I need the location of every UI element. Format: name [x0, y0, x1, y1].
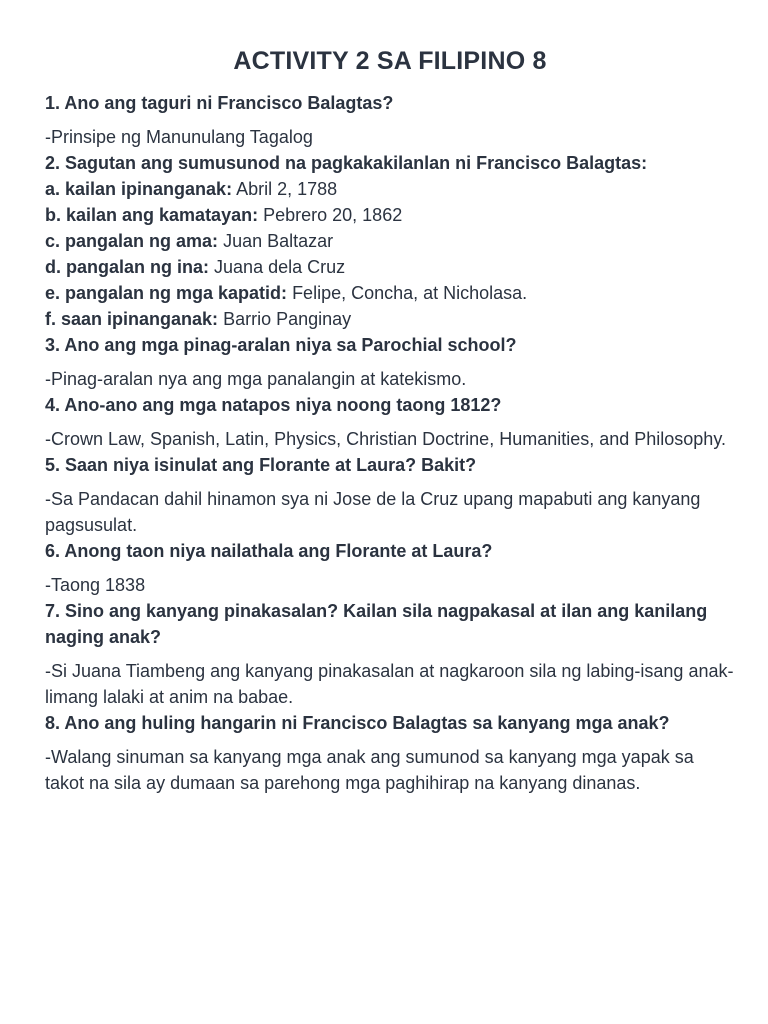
- identity-label-b: b. kailan ang kamatayan:: [45, 205, 259, 225]
- identity-value-e: Felipe, Concha, at Nicholasa.: [292, 283, 528, 303]
- identity-value-d: Juana dela Cruz: [214, 257, 346, 277]
- identity-label-e: e. pangalan ng mga kapatid:: [45, 283, 288, 303]
- document-title: ACTIVITY 2 SA FILIPINO 8: [233, 47, 547, 75]
- answer-6: -Taong 1838: [45, 575, 146, 595]
- answer-3: -Pinag-aralan nya ang mga panalangin at katekismo.: [45, 369, 467, 389]
- identity-label-c: c. pangalan ng ama:: [45, 231, 219, 251]
- identity-item-b: [45, 202, 735, 228]
- document-page: [45, 47, 735, 796]
- identity-label-f: f. saan ipinanganak:: [45, 309, 219, 329]
- identity-item-e: [45, 280, 735, 306]
- question-3: 3. Ano ang mga pinag-aralan niya sa Parochial school?: [45, 335, 517, 355]
- question-2: 2. Sagutan ang sumusunod na pagkakakilanlan ni Francisco Balagtas:: [45, 153, 648, 173]
- question-1: 1. Ano ang taguri ni Francisco Balagtas?: [45, 93, 394, 113]
- question-8: 8. Ano ang huling hangarin ni Francisco Balagtas sa kanyang mga anak?: [45, 713, 670, 733]
- answer-5: -Sa Pandacan dahil hinamon sya ni Jose de la Cruz upang mapabuti ang kanyang pagsusulat.: [45, 489, 701, 535]
- question-4: 4. Ano-ano ang mga natapos niya noong taong 1812?: [45, 395, 502, 415]
- identity-item-f: [45, 306, 735, 332]
- identity-item-c: [45, 228, 735, 254]
- identity-value-b: Pebrero 20, 1862: [263, 205, 403, 225]
- question-7: 7. Sino ang kanyang pinakasalan? Kailan sila nagpakasal at ilan ang kanilang naging anak?: [45, 601, 708, 647]
- identity-label-d: d. pangalan ng ina:: [45, 257, 210, 277]
- question-6: 6. Anong taon niya nailathala ang Florante at Laura?: [45, 541, 493, 561]
- question-5: 5. Saan niya isinulat ang Florante at Laura? Bakit?: [45, 455, 477, 475]
- identity-label-a: a. kailan ipinanganak:: [45, 179, 233, 199]
- identity-item-a: [45, 176, 735, 202]
- answer-8: -Walang sinuman sa kanyang mga anak ang sumunod sa kanyang mga yapak sa takot na sila ay dumaan sa parehong mga paghihirap na kanyang dinanas.: [45, 747, 694, 793]
- answer-1: -Prinsipe ng Manunulang Tagalog: [45, 127, 313, 147]
- identity-value-f: Barrio Panginay: [223, 309, 352, 329]
- identity-value-c: Juan Baltazar: [223, 231, 334, 251]
- answer-7: -Si Juana Tiambeng ang kanyang pinakasalan at nagkaroon sila ng labing-isang anak- limang lalaki at anim na babae.: [45, 661, 734, 707]
- identity-item-d: [45, 254, 735, 280]
- answer-4: -Crown Law, Spanish, Latin, Physics, Christian Doctrine, Humanities, and Philosophy.: [45, 429, 726, 449]
- identity-value-a: Abril 2, 1788: [236, 179, 338, 199]
